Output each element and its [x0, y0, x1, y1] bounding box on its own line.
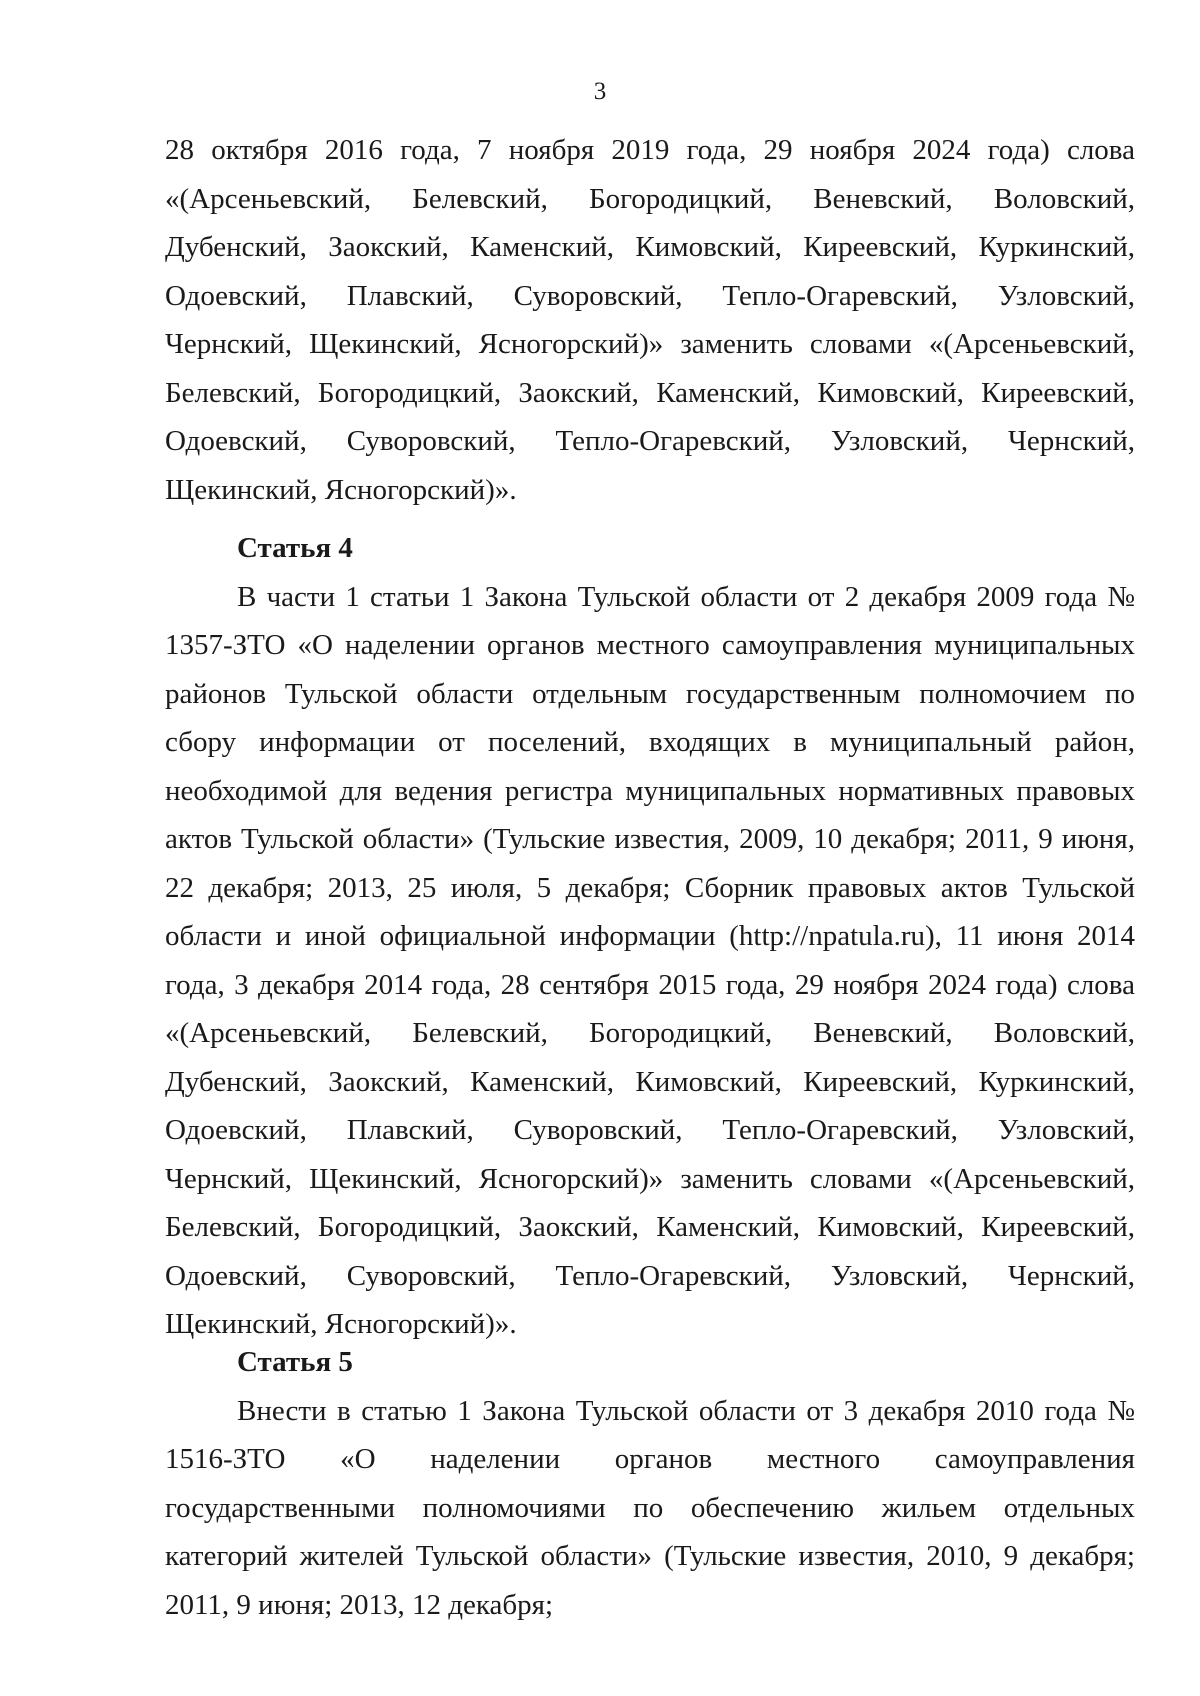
article-4	[165, 524, 1135, 1349]
article-5	[165, 1338, 1135, 1629]
article-5-title: Статья 5	[237, 1346, 353, 1378]
article-5-text: Внести в статью 1 Закона Тульской области от 3 декабря 2010 года № 1516-ЗТО «О наделении органов местного самоуправления государственными полномочиями по обеспечению жильем отдельных категорий жителей Тульской области» (Тульские известия, 2010, 9 декабря; 2011, 9 июня; 2013, 12 декабря;	[165, 1394, 1135, 1621]
page-number: 3	[593, 78, 607, 105]
article-4-title: Статья 4	[237, 532, 353, 564]
article-4-text: В части 1 статьи 1 Закона Тульской области от 2 декабря 2009 года № 1357-ЗТО «О наделении органов местного самоуправления муниципальных районов Тульской области отдельным государственным полномочием по сбору информации от поселений, входящих в муниципальный район, необходимой для ведения регистра муниципальных нормативных правовых актов Тульской области» (Тульские известия, 2009, 10 декабря; 2011, 9 июня, 22 декабря; 2013, 25 июля, 5 декабря; Сборник правовых актов Тульской области и иной официальной информации (http://npatula.ru), 11 июня 2014 года, 3 декабря 2014 года, 28 сентября 2015 года, 29 ноября 2024 года) слова «(Арсеньевский, Белевский, Богородицкий, Веневский, Воловский, Дубенский, Заокский, Каменский, Кимовский, Киреевский, Куркинский, Одоевский, Плавский, Суворовский, Тепло-Огаревский, Узловский, Чернский, Щекинский, Ясногорский)» заменить словами «(Арсеньевский, Белевский, Богородицкий, Заокский, Каменский, Кимовский, Киреевский, Одоевский, Суворовский, Тепло-Огаревский, Узловский, Чернский, Щекинский, Ясногорский)».	[165, 580, 1135, 1340]
continuation-paragraph: 28 октября 2016 года, 7 ноября 2019 года, 29 ноября 2024 года) слова «(Арсеньевский, Белевский, Богородицкий, Веневский, Воловский, Дубенский, Заокский, Каменский, Кимовский, Киреевский, Куркинский, Одоевский, Плавский, Суворовский, Тепло-Огаревский, Узловский, Чернский, Щекинский, Ясногорский)» заменить словами «(Арсеньевский, Белевский, Богородицкий, Заокский, Каменский, Кимовский, Киреевский, Одоевский, Суворовский, Тепло-Огаревский, Узловский, Чернский, Щекинский, Ясногорский)».	[165, 134, 1135, 506]
continuation-block	[165, 126, 1135, 514]
